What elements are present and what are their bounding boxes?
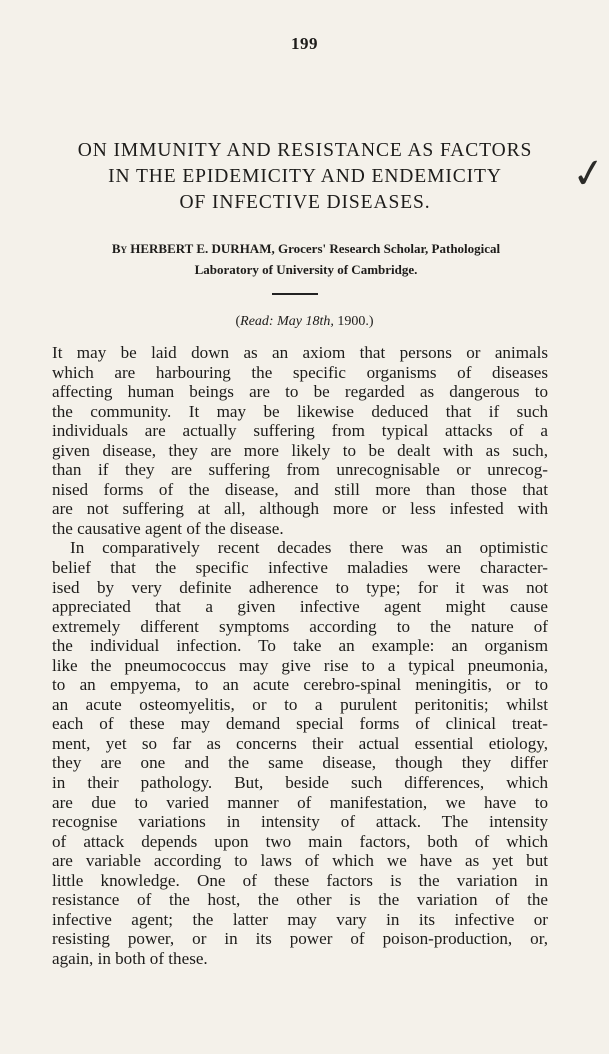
byline-author: HERBERT E. DURHAM, [130,241,275,256]
byline [56,238,556,280]
text-line: belief that the specific infective maladies were character- [52,558,548,578]
text-line: In comparatively recent decades there was an optimistic [70,538,548,558]
byline-by: By [111,241,127,256]
byline-affiliation-1: Grocers' Research Scholar, Pathological [277,241,501,256]
read-date-year: 1900.) [337,314,374,329]
text-line: appreciated that a given infective agent might cause [52,597,548,617]
text-line: like the pneumococcus may give rise to a typical pneumonia, [52,655,548,675]
text-line: in their pathology. But, beside such differences, which [52,773,548,793]
text-line: affecting human beings are to be regarded as dangerous to [52,382,548,402]
title-line-2: IN THE EPIDEMICITY AND ENDEMICITY [108,166,502,187]
text-line: the causative agent of the disease. [52,518,284,538]
title-divider [272,293,318,295]
page-number: 199 [291,34,318,53]
text-line: resisting power, or in its power of poison-production, or, [52,929,548,949]
read-date-label: Read: [240,314,274,329]
text-line: which are harbouring the specific organisms of diseases [52,362,548,382]
text-line: they are one and the same disease, though they differ [52,753,548,773]
text-line: the individual infection. To take an example: an organism [52,636,548,656]
text-line: ised by very definite adherence to type; for it was not [52,577,548,597]
text-line: given disease, they are more likely to be dealt with as such, [52,440,548,460]
article-title [40,138,570,216]
body-text [52,343,548,969]
byline-affiliation-2: Laboratory of University of Cambridge. [194,262,418,277]
paragraph-2 [52,538,548,968]
text-line: an acute osteomyelitis, or to a purulent peritonitis; whilst [52,694,548,714]
text-line: than if they are suffering from unrecognisable or unrecog- [52,460,548,480]
text-line: nised forms of the disease, and still more than those that [52,479,548,499]
text-line: are not suffering at all, although more or less infested with [52,499,548,519]
paragraph-1 [52,343,548,538]
text-line: extremely different symptoms according to the nature of [52,616,548,636]
text-line: are variable according to laws of which we have as yet but [52,851,548,871]
read-date [0,314,609,330]
text-line: little knowledge. One of these factors is the variation in [52,870,548,890]
text-line: to an empyema, to an acute cerebro-spinal meningitis, or to [52,675,548,695]
text-line: of attack depends upon two main factors, both of which [52,831,548,851]
text-line: the community. It may be likewise deduced that if such [52,401,548,421]
title-line-3: OF INFECTIVE DISEASES. [179,192,431,213]
text-line: ment, yet so far as concerns their actual essential etiology, [52,733,548,753]
text-line: each of these may demand special forms of clinical treat- [52,714,548,734]
text-line: infective agent; the latter may vary in its infective or [52,909,548,929]
title-line-1: ON IMMUNITY AND RESISTANCE AS FACTORS [77,140,533,161]
read-date-date: May 18th, [277,314,334,329]
text-line: It may be laid down as an axiom that persons or animals [52,343,548,362]
text-line: individuals are actually suffering from typical attacks of a [52,421,548,441]
text-line: resistance of the host, the other is the variation of the [52,890,548,910]
margin-checkmark: ✓ [569,148,609,199]
read-date-open: ( [235,314,241,329]
text-line: again, in both of these. [52,948,208,968]
text-line: recognise variations in intensity of attack. The intensity [52,812,548,832]
text-line: are due to varied manner of manifestation, we have to [52,792,548,812]
